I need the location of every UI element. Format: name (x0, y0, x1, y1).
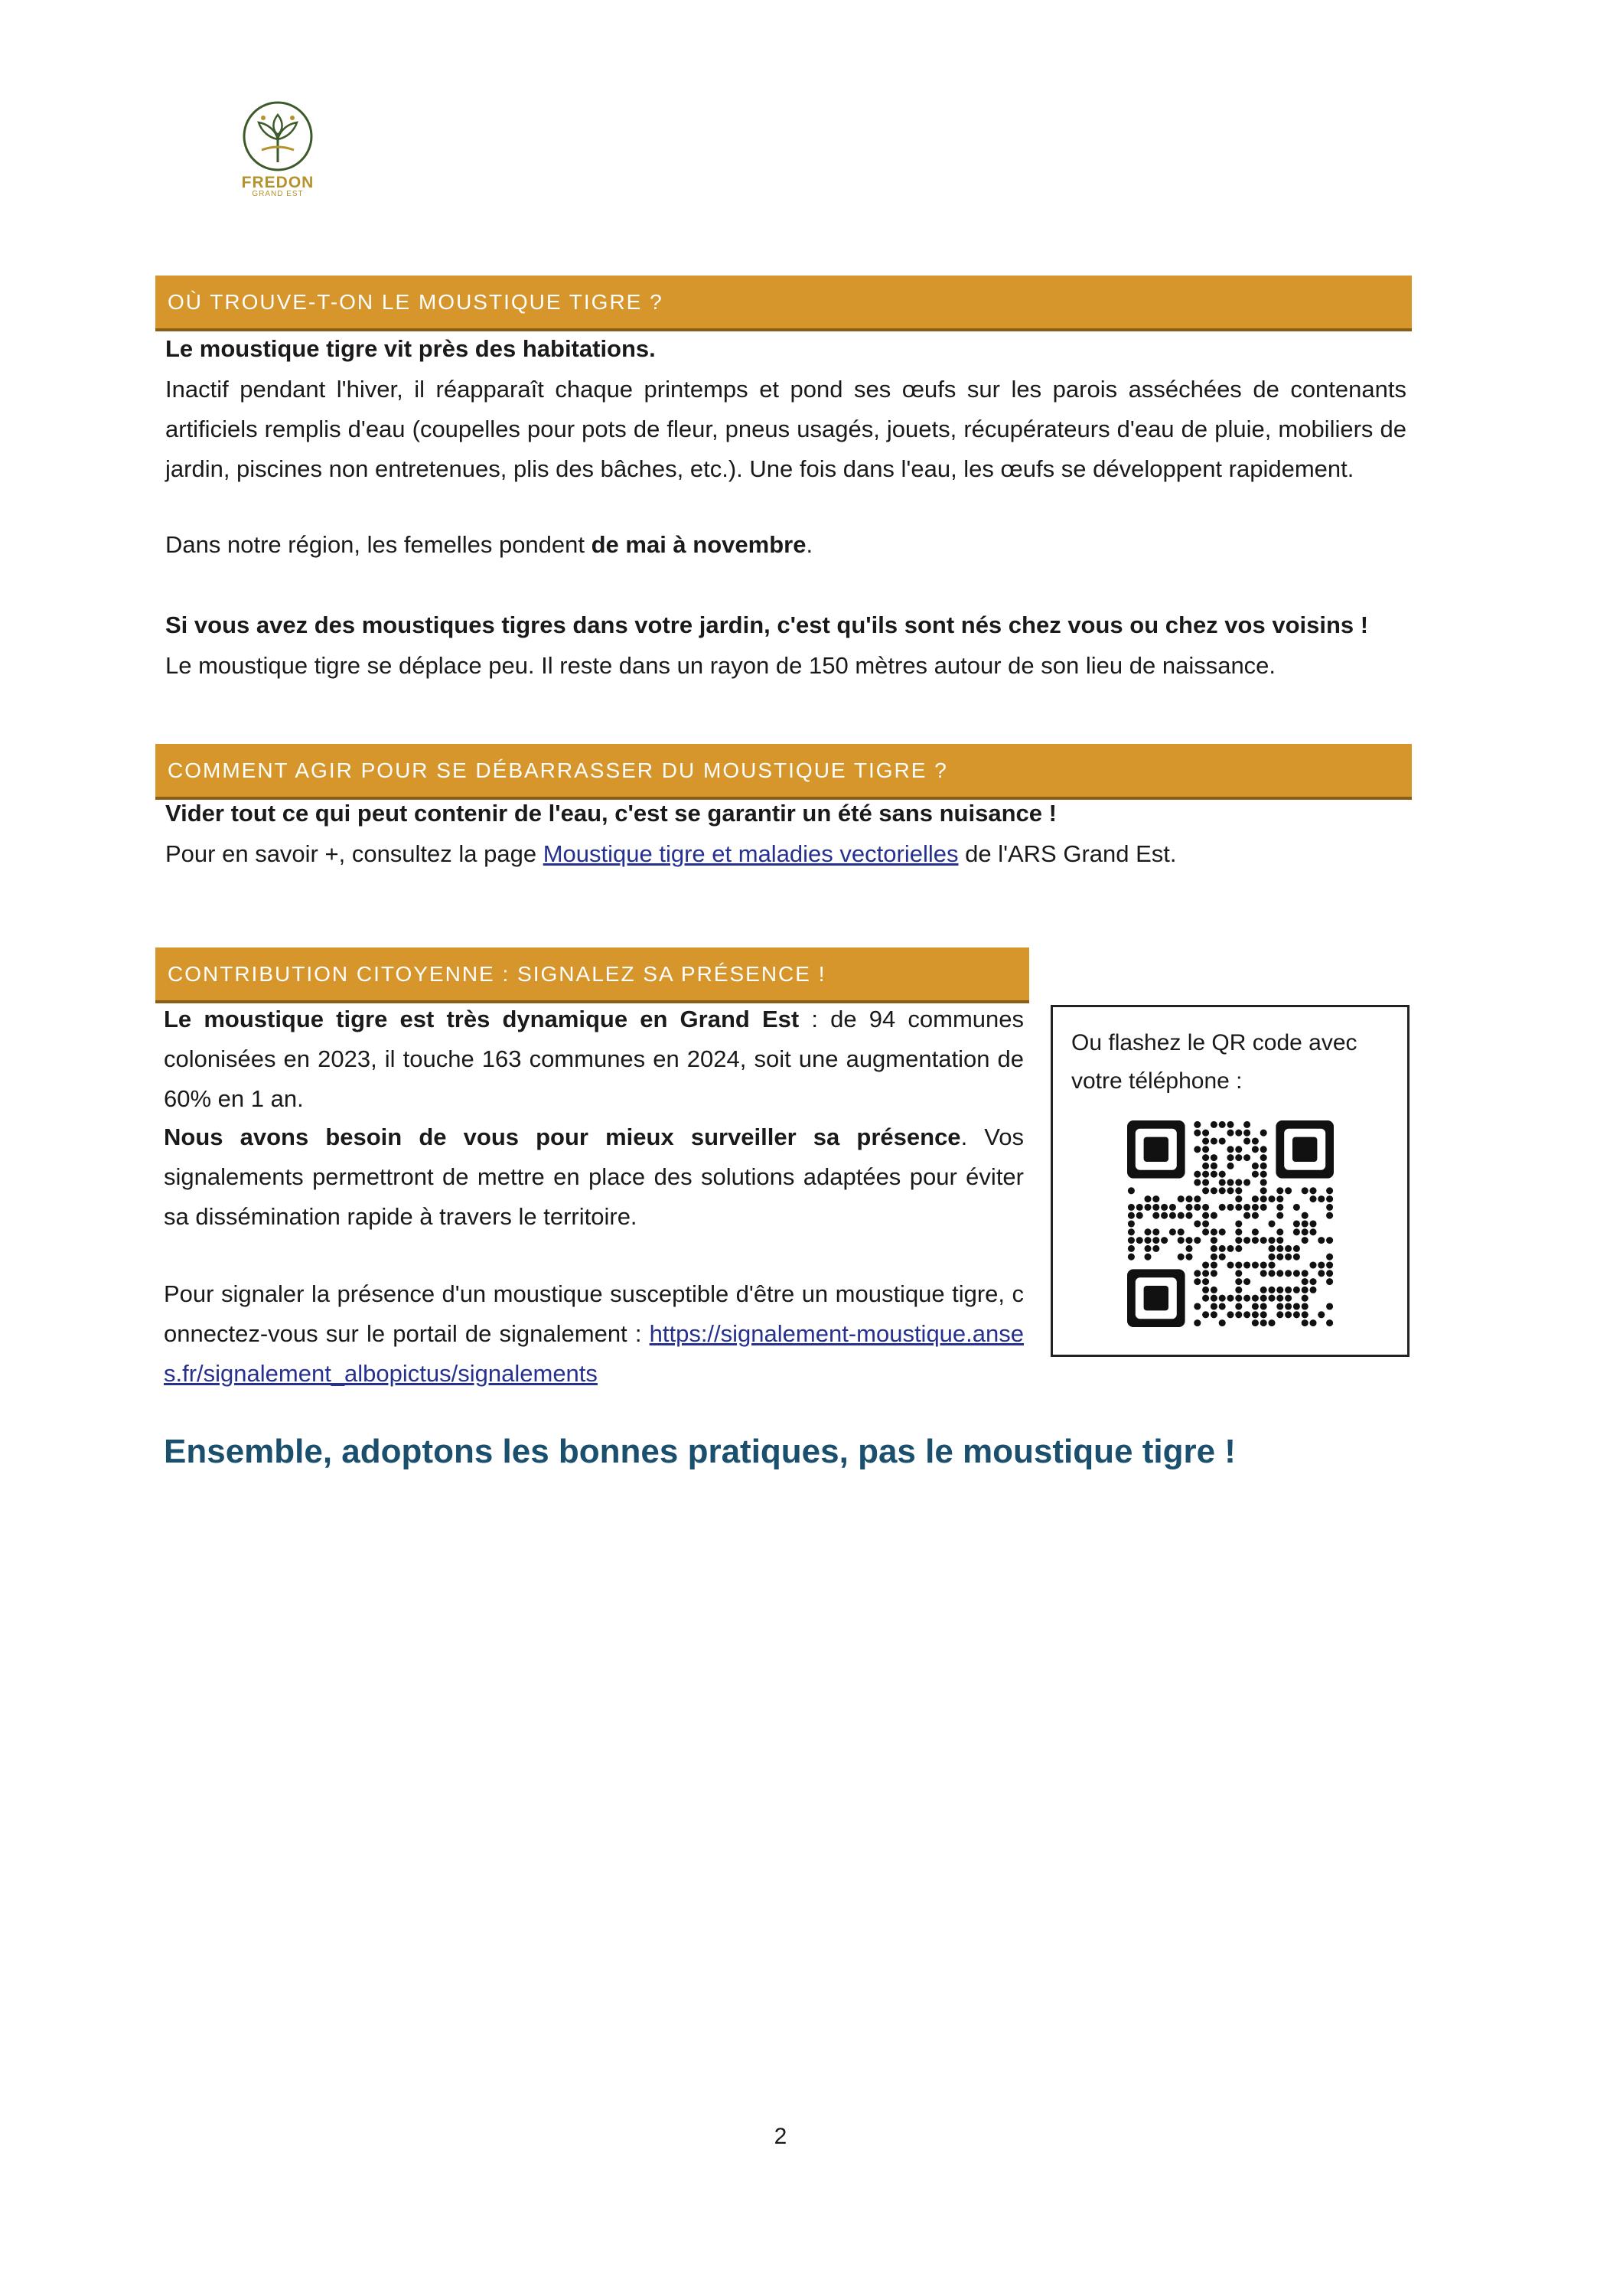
page-number: 2 (774, 2124, 787, 2149)
info-pre: Pour en savoir +, consultez la page (165, 840, 543, 867)
section1-range: Le moustique tigre se déplace peu. Il reste dans un rayon de 150 mètres autour de son lieu de naissance. (165, 652, 1276, 679)
section-heading-contribution (155, 947, 1029, 1003)
region-end: . (806, 531, 813, 558)
qr-code-icon[interactable] (1127, 1120, 1334, 1327)
ars-page-link[interactable]: Moustique tigre et maladies vectorielles (543, 840, 959, 867)
section-heading-where (155, 276, 1412, 331)
section1-lead: Le moustique tigre vit près des habitations. (165, 335, 656, 362)
section-heading-how (155, 744, 1412, 800)
signalement-link[interactable]: https://signalement-moustique.anses.fr/signalement_albopictus/signalements (164, 1320, 1024, 1387)
p1-rest: : de 94 communes colonisées en 2023, il touche 163 communes en 2024, soit une augmentation de 60% en 1 an. (164, 1006, 1024, 1112)
p2-rest: . Vos signalements permettront de mettre en place des solutions adaptées pour éviter sa dissémination rapide à travers le territoire. (164, 1124, 1025, 1230)
qr-caption: Ou flashez le QR code avec votre téléphone : (1071, 1030, 1357, 1094)
logo-subtitle: GRAND EST (252, 190, 304, 198)
section3-p2 (164, 1117, 1024, 1237)
section-heading-text: CONTRIBUTION CITOYENNE : SIGNALEZ SA PRÉSENCE ! (168, 961, 826, 986)
section3-p1 (164, 1000, 1024, 1119)
p3-text: Pour signaler la présence d'un moustique susceptible d'être un moustique tigre, connectez-vous sur le portail de signalement : (164, 1280, 1024, 1347)
info-post: de l'ARS Grand Est. (958, 840, 1177, 867)
region-text: Dans notre région, les femelles pondent (165, 531, 592, 558)
section-heading-text: OÙ TROUVE-T-ON LE MOUSTIQUE TIGRE ? (168, 289, 663, 314)
plant-emblem-icon (240, 99, 315, 173)
section3-p3 (164, 1274, 1024, 1394)
p2-bold: Nous avons besoin de vous pour mieux surveiller sa présence (164, 1124, 961, 1150)
slogan: Ensemble, adoptons les bonnes pratiques, pas le moustique tigre ! (164, 1433, 1236, 1470)
p1-bold: Le moustique tigre est très dynamique en Grand Est (164, 1006, 800, 1032)
section1-region (165, 525, 1413, 565)
fredon-logo (236, 99, 320, 198)
section2-lead: Vider tout ce qui peut contenir de l'eau, c'est se garantir un été sans nuisance ! (165, 800, 1057, 827)
qr-box (1051, 1005, 1410, 1357)
logo-brand: FREDON (241, 174, 314, 191)
section2-info (165, 834, 1436, 874)
section1-garden: Si vous avez des moustiques tigres dans votre jardin, c'est qu'ils sont nés chez vous ou chez vos voisins ! (165, 612, 1369, 638)
region-period: de mai à novembre (591, 531, 807, 558)
section1-body: Inactif pendant l'hiver, il réapparaît chaque printemps et pond ses œufs sur les parois asséchées de contenants artificiels remplis d'eau (coupelles pour pots de fleur, pneus usagés, jouets, récupérateurs d'eau de pluie, mobiliers de jardin, piscines non entretenues, plis des bâches, etc.). Une fois dans l'eau, les œufs se développent rapidement. (165, 376, 1406, 482)
section-heading-text: COMMENT AGIR POUR SE DÉBARRASSER DU MOUSTIQUE TIGRE ? (168, 758, 948, 782)
